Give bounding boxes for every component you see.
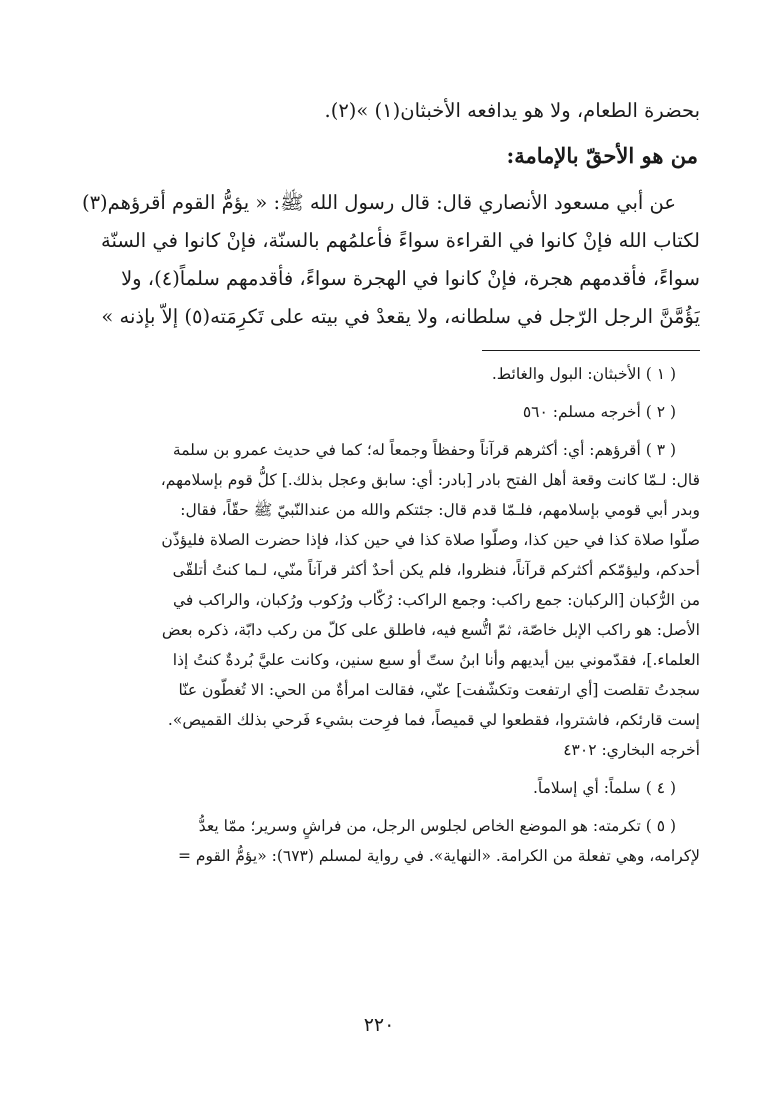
footnote-line: أخرجه البخاري: ٤٣٠٢ xyxy=(563,741,700,759)
footnote-line: صلّوا صلاة كذا في حين كذا، وصلّوا صلاة كذا في حين كذا، فإذا حضرت الصلاة فليؤذّن xyxy=(161,531,700,549)
footnote-line: قال: لـمّا كانت وقعة أهل الفتح بادر [بادر: أي: سابق وعجل بذلك.] كلُّ قوم بإسلامهم، xyxy=(160,471,700,489)
footnote-5 xyxy=(58,811,700,871)
footnote-line: العلماء.]، فقدّموني بين أيديهم وأنا ابنُ ستّ أو سبع سنين، وكانت عليَّ بُردةٌ كنتُ إذا xyxy=(172,651,700,669)
footnote-line: سجدتُ تقلصت [أي ارتفعت وتكشّفت] عنّي، فقالت امرأةٌ من الحي: الا تُغطّون عنّا xyxy=(178,681,700,699)
main-text-line: سواءً، فأقدمهم هجرة، فإنْ كانوا في الهجرة سواءً، فأقدمهم سلماً(٤)، ولا xyxy=(121,267,700,290)
main-text-line: بحضرة الطعام، ولا هو يدافعه الأخبثان(١) »(٢). xyxy=(324,99,700,122)
footnote-line: لإكرامه، وهي تفعلة من الكرامة. «النهاية». في رواية لمسلم (٦٧٣): «يؤمُّ القوم = xyxy=(177,847,700,865)
footnote-line: إست قارئكم، فاشتروا، فقطعوا لي قميصاً، فما فرِحت بشيء فَرحي بذلك القميص». xyxy=(167,711,700,729)
footnote-line: أحدكم، وليؤمّكم أكثركم قرآناً، فنظروا، فلم يكن أحدٌ أكثر قرآناً منّي، لـما كنتُ أتلقّى xyxy=(172,561,700,579)
footnotes xyxy=(58,359,700,871)
footnote-line: ( ٣ ) أقرؤهم: أي: أكثرهم قرآناً وحفظاً وجمعاً له؛ كما في حديث عمرو بن سلمة xyxy=(172,441,676,459)
footnote-divider xyxy=(482,350,700,351)
footnote-3 xyxy=(58,435,700,765)
footnote-1 xyxy=(58,359,700,389)
footnote-2 xyxy=(58,397,700,427)
footnote-line: من الرُّكبان [الركبان: جمع راكب: وجمع الراكب: رُكّاب ورُكوب ورُكبان، والراكب في xyxy=(172,591,700,609)
footnote-line: ( ٤ ) سلماً: أي إسلاماً. xyxy=(532,779,676,797)
footnote-line: ( ٢ ) أخرجه مسلم: ٥٦٠ xyxy=(522,403,676,421)
main-text-line: يَؤُمَّنَّ الرجل الرّجل في سلطانه، ولا يقعدْ في بيته على تَكرِمَته(٥) إلاّ بإذنه » xyxy=(101,305,700,328)
document-page xyxy=(58,92,700,1052)
footnote-line: وبدر أبي قومي بإسلامهم، فلـمّا قدم قال: جئتكم والله من عندالنّبيّ ﷺ حقّاً، فقال: xyxy=(180,501,700,519)
footnote-4 xyxy=(58,773,700,803)
footnote-line: الأصل: هو راكب الإبل خاصّة، ثمّ اتُّسع فيه، فاطلق على كلّ من ركب دابّة، ذكره بعض xyxy=(161,621,700,639)
main-text-line: عن أبي مسعود الأنصاري قال: قال رسول الله ﷺ: « يؤمُّ القوم أقرؤهم(٣) xyxy=(81,191,676,214)
main-text-line: لكتاب الله فإنْ كانوا في القراءة سواءً فأعلمُهم بالسنّة، فإنْ كانوا في السنّة xyxy=(101,229,700,252)
footnote-line: ( ١ ) الأخبثان: البول والغائط. xyxy=(491,365,676,383)
footnote-line: ( ٥ ) تكرمته: هو الموضع الخاص لجلوس الرجل، من فراشٍ وسرير؛ ممّا يعدُّ xyxy=(198,817,676,835)
main-paragraph xyxy=(58,184,700,336)
section-heading: من هو الأحقّ بالإمامة: xyxy=(506,143,698,168)
page-number: ٢٢٠ xyxy=(363,1014,395,1036)
